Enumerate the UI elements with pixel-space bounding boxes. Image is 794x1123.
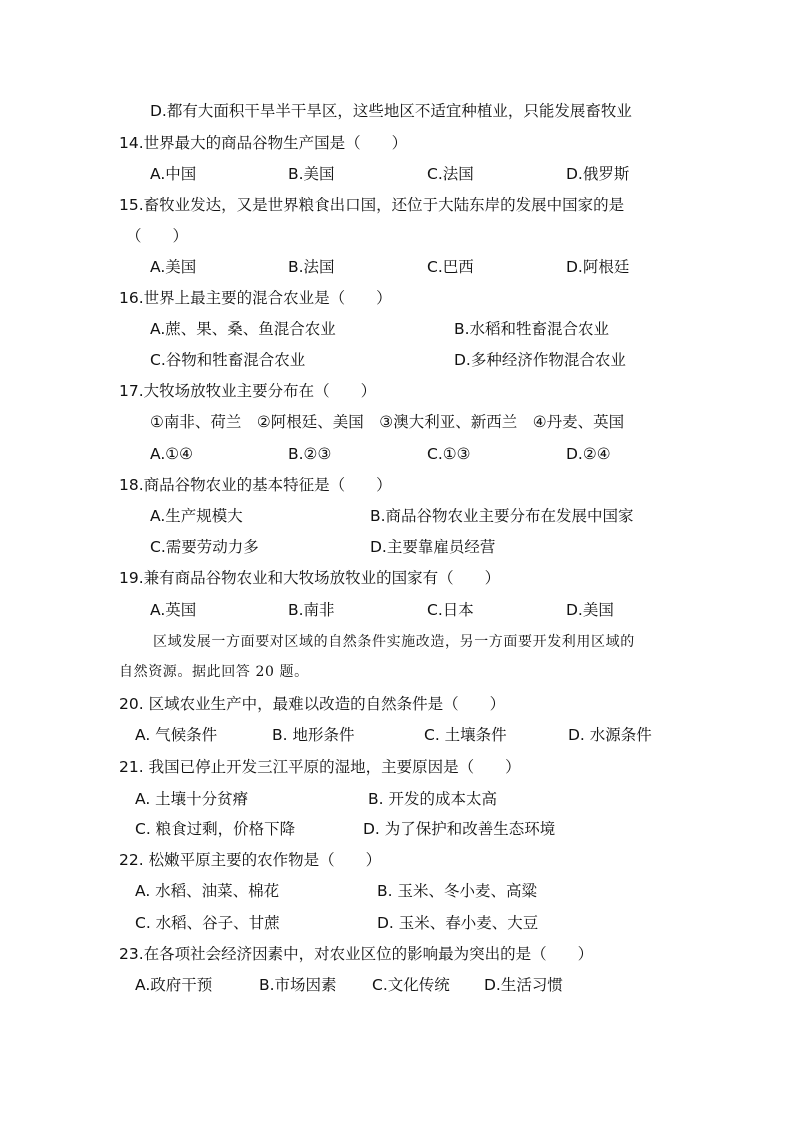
q18-option-b: B.商品谷物农业主要分布在发展中国家	[370, 507, 634, 525]
q18-option-a: A.生产规模大	[150, 507, 243, 525]
q17-option-c: C.①③	[427, 445, 471, 463]
q14-option-a: A.中国	[150, 165, 197, 183]
q22-option-a: A. 水稻、油菜、棉花	[135, 882, 280, 900]
q19-option-d: D.美国	[566, 601, 614, 619]
q22-option-d: D. 玉米、春小麦、大豆	[377, 914, 539, 932]
q21-stem: 21. 我国已停止开发三江平原的湿地，主要原因是（ ）	[119, 758, 521, 776]
q23-option-a: A.政府干预	[135, 976, 213, 994]
q15-stem-continuation: （ ）	[126, 227, 189, 245]
q18-option-c: C.需要劳动力多	[150, 538, 259, 556]
passage-line-1: 区域发展一方面要对区域的自然条件实施改造，另一方面要开发利用区域的	[153, 634, 635, 650]
q21-option-b: B. 开发的成本太高	[368, 790, 497, 808]
q15-option-c: C.巴西	[427, 258, 474, 276]
q20-stem: 20. 区域农业生产中，最难以改造的自然条件是（ ）	[119, 695, 506, 713]
q15-stem: 15.畜牧业发达，又是世界粮食出口国，还位于大陆东岸的发展中国家的是	[119, 196, 625, 214]
q16-option-b: B.水稻和牲畜混合农业	[454, 320, 610, 338]
q23-stem: 23.在各项社会经济因素中，对农业区位的影响最为突出的是（ ）	[119, 945, 594, 963]
q17-option-d: D.②④	[566, 445, 611, 463]
q16-option-a: A.蔗、果、桑、鱼混合农业	[150, 320, 336, 338]
q17-option-b: B.②③	[288, 445, 332, 463]
q15-option-a: A.美国	[150, 258, 197, 276]
q22-option-b: B. 玉米、冬小麦、高粱	[377, 882, 537, 900]
q23-option-c: C.文化传统	[372, 976, 450, 994]
q15-option-d: D.阿根廷	[566, 258, 630, 276]
q22-option-c: C. 水稻、谷子、甘蔗	[135, 914, 280, 932]
q19-stem: 19.兼有商品谷物农业和大牧场放牧业的国家有（ ）	[119, 569, 501, 587]
q23-option-d: D.生活习惯	[484, 976, 563, 994]
q19-option-a: A.英国	[150, 601, 197, 619]
q16-option-d: D.多种经济作物混合农业	[454, 351, 626, 369]
q21-option-d: D. 为了保护和改善生态环境	[363, 820, 556, 838]
q23-option-b: B.市场因素	[259, 976, 337, 994]
q16-option-c: C.谷物和牲畜混合农业	[150, 351, 306, 369]
q18-option-d: D.主要靠雇员经营	[370, 538, 496, 556]
q17-option-a: A.①④	[150, 445, 194, 463]
q20-option-b: B. 地形条件	[272, 726, 355, 744]
q14-option-b: B.美国	[288, 165, 335, 183]
q13-option-d: D.都有大面积干旱半干旱区，这些地区不适宜种植业，只能发展畜牧业	[150, 102, 632, 120]
q19-option-b: B.南非	[288, 601, 335, 619]
q20-option-d: D. 水源条件	[568, 726, 652, 744]
q18-stem: 18.商品谷物农业的基本特征是（ ）	[119, 476, 392, 494]
q16-stem: 16.世界上最主要的混合农业是（ ）	[119, 289, 392, 307]
q14-option-d: D.俄罗斯	[566, 165, 630, 183]
q19-option-c: C.日本	[427, 601, 474, 619]
q21-option-c: C. 粮食过剩，价格下降	[135, 820, 296, 838]
q15-option-b: B.法国	[288, 258, 335, 276]
q21-option-a: A. 土壤十分贫瘠	[135, 790, 249, 808]
q14-option-c: C.法国	[427, 165, 474, 183]
q20-option-a: A. 气候条件	[135, 726, 218, 744]
passage-line-2: 自然资源。据此回答 20 题。	[119, 664, 309, 680]
q20-option-c: C. 土壤条件	[424, 726, 507, 744]
q22-stem: 22. 松嫩平原主要的农作物是（ ）	[119, 851, 382, 869]
q17-items: ①南非、荷兰 ②阿根廷、美国 ③澳大利亚、新西兰 ④丹麦、英国	[150, 413, 625, 431]
q17-stem: 17.大牧场放牧业主要分布在（ ）	[119, 382, 377, 400]
q14-stem: 14.世界最大的商品谷物生产国是（ ）	[119, 134, 408, 152]
